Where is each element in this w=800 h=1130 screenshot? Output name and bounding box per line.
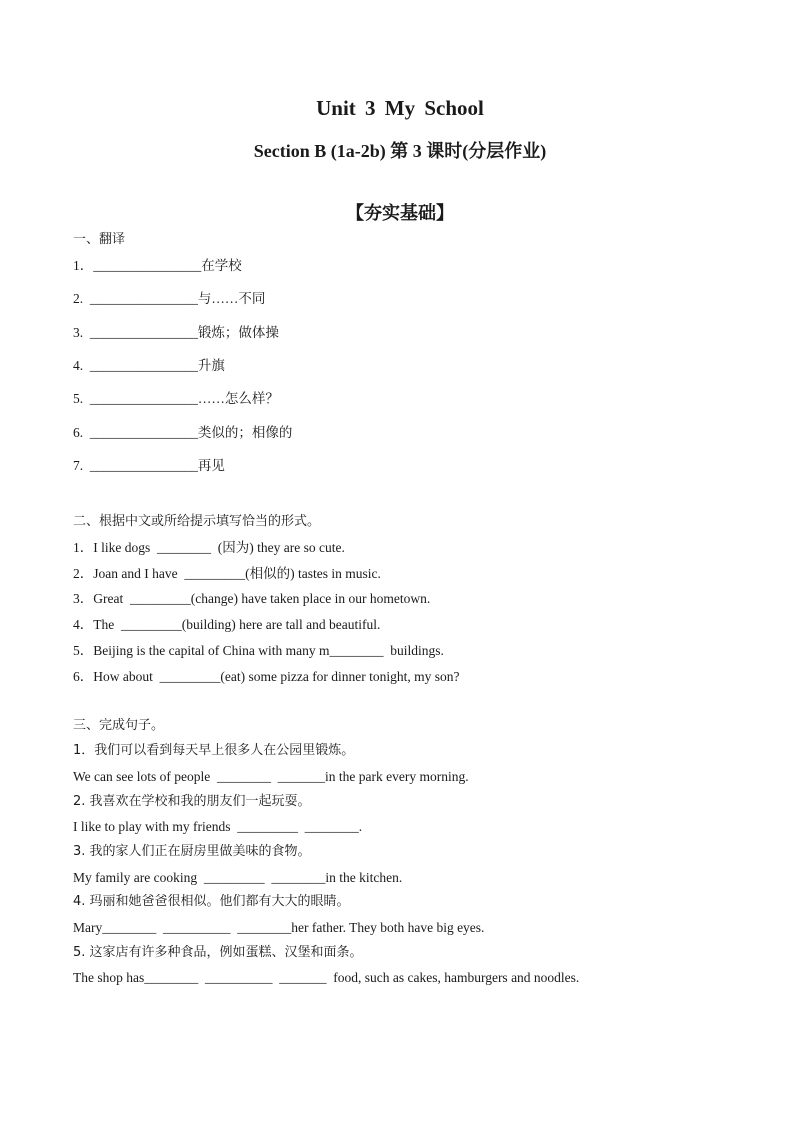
part1-item: 3. ________________锻炼；做体操	[73, 325, 279, 340]
part2-item: 2．Joan and I have _________(相似的) tastes in music.	[73, 566, 381, 581]
page-title: Unit 3 My School	[316, 96, 484, 120]
part3-chinese: 5. 这家店有许多种食品，例如蛋糕、汉堡和面条。	[73, 945, 363, 960]
part2-item: 1．I like dogs ________ (因为) they are so cute.	[73, 540, 345, 555]
part3-chinese: 4. 玛丽和她爸爸很相似。他们都有大大的眼睛。	[73, 894, 350, 909]
part3-chinese: 1．我们可以看到每天早上很多人在公园里锻炼。	[73, 743, 355, 758]
part2-item: 6．How about _________(eat) some pizza for dinner tonight, my son?	[73, 669, 460, 684]
part1-item: 7. ________________再见	[73, 458, 225, 473]
part2-item: 5．Beijing is the capital of China with many m________ buildings.	[73, 643, 444, 658]
part1-item: 1．________________在学校	[73, 258, 242, 273]
part3-english: I like to play with my friends _________ ________.	[73, 819, 363, 834]
part1-item: 6. ________________类似的；相像的	[73, 425, 293, 440]
section-heading: 【夯实基础】	[346, 203, 454, 223]
part3-english: My family are cooking _________ ________in the kitchen.	[73, 870, 403, 885]
part1-item: 5. ________________……怎么样？	[73, 391, 279, 406]
part3-chinese: 2. 我喜欢在学校和我的朋友们一起玩耍。	[73, 794, 311, 809]
part1-item: 4. ________________升旗	[73, 358, 225, 373]
part3-english: We can see lots of people ________ _______in the park every morning.	[73, 769, 469, 784]
part2-item: 4．The _________(building) here are tall and beautiful.	[73, 617, 381, 632]
part3-chinese: 3. 我的家人们正在厨房里做美味的食物。	[73, 844, 311, 859]
part3-english: The shop has________ __________ _______ food, such as cakes, hamburgers and noodles.	[73, 970, 580, 985]
part1-heading: 一、翻译	[73, 232, 126, 247]
part2-heading: 二、根据中文或所给提示填写恰当的形式。	[73, 514, 321, 529]
part1-item: 2. ________________与……不同	[73, 291, 266, 306]
page-subtitle: Section B (1a-2b) 第 3 课时(分层作业)	[253, 141, 547, 161]
part3-english: Mary________ __________ ________her father. They both have big eyes.	[73, 920, 485, 935]
part2-item: 3．Great _________(change) have taken place in our hometown.	[73, 591, 431, 606]
part3-heading: 三、完成句子。	[73, 718, 165, 733]
